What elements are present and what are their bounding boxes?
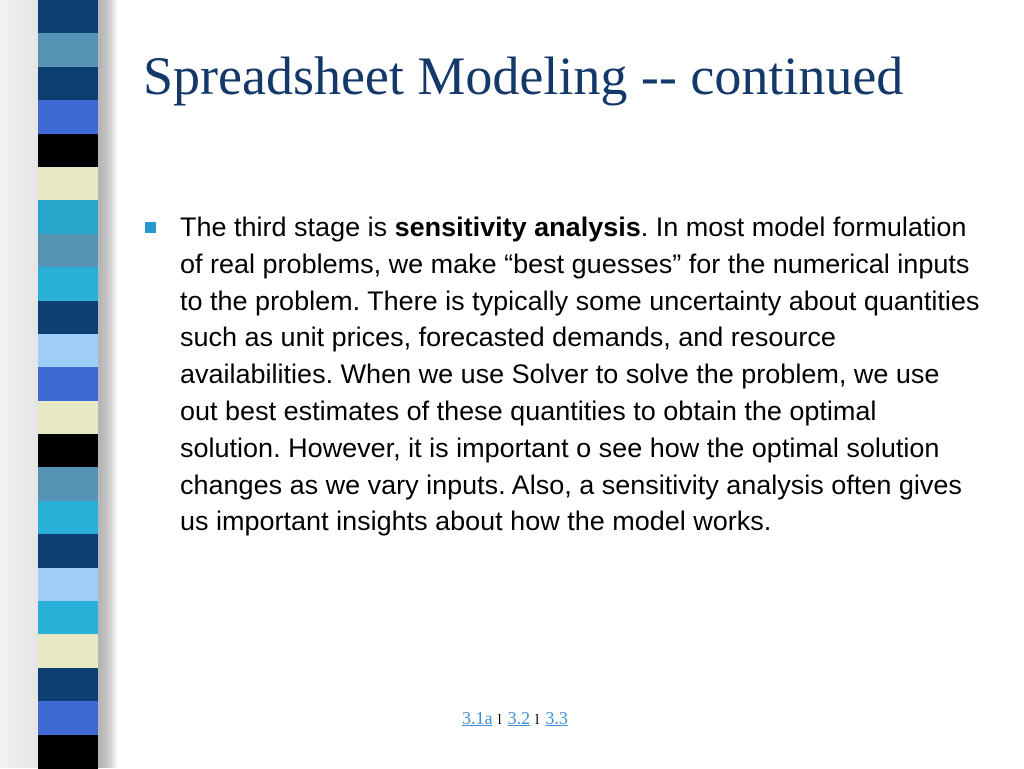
slide-title: Spreadsheet Modeling -- continued — [143, 46, 904, 106]
stripe-segment — [38, 467, 98, 501]
stripe-segment — [38, 167, 98, 201]
stripe-segment — [38, 701, 98, 735]
stripe-segment — [38, 33, 98, 67]
stripe-segment — [38, 134, 98, 168]
stripe-segment — [38, 367, 98, 401]
stripe-segment — [38, 668, 98, 702]
stripe-segment — [38, 735, 98, 769]
stripe-segment — [38, 601, 98, 635]
decorative-stripe — [38, 0, 98, 768]
stripe-segment — [38, 100, 98, 134]
slide-navigation — [462, 706, 568, 730]
stripe-segment — [38, 267, 98, 301]
stripe-segment — [38, 634, 98, 668]
stripe-segment — [38, 301, 98, 335]
stripe-segment — [38, 200, 98, 234]
stripe-segment — [38, 234, 98, 268]
square-bullet-icon — [145, 222, 156, 233]
body-intro: The third stage is — [180, 212, 395, 242]
stripe-segment — [38, 434, 98, 468]
stripe-segment — [38, 0, 98, 34]
body-bold-term: sensitivity analysis — [394, 212, 641, 242]
nav-link-3-3[interactable]: 3.3 — [545, 708, 568, 728]
nav-link-3-1a[interactable]: 3.1a — [462, 708, 493, 728]
stripe-segment — [38, 334, 98, 368]
nav-separator: l — [497, 712, 502, 728]
stripe-segment — [38, 568, 98, 602]
body-rest: . In most model formulation of real problems, we make “best guesses” for the numerical inputs to the problem. There is typically some uncertainty about quantities such as unit prices, forecasted demands, and resource availabilities. When we use Solver to solve the problem, we use out best estimates of these quantities to obtain the optimal solution. However, it is important o see how the optimal solution changes as we vary inputs. Also, a sensitivity analysis often gives us important insights about how the model works. — [180, 212, 980, 537]
stripe-segment — [38, 534, 98, 568]
body-paragraph — [180, 209, 980, 540]
stripe-segment — [38, 401, 98, 435]
stripe-segment — [38, 501, 98, 535]
nav-link-3-2[interactable]: 3.2 — [507, 708, 531, 728]
stripe-segment — [38, 67, 98, 101]
nav-separator: l — [535, 712, 540, 728]
